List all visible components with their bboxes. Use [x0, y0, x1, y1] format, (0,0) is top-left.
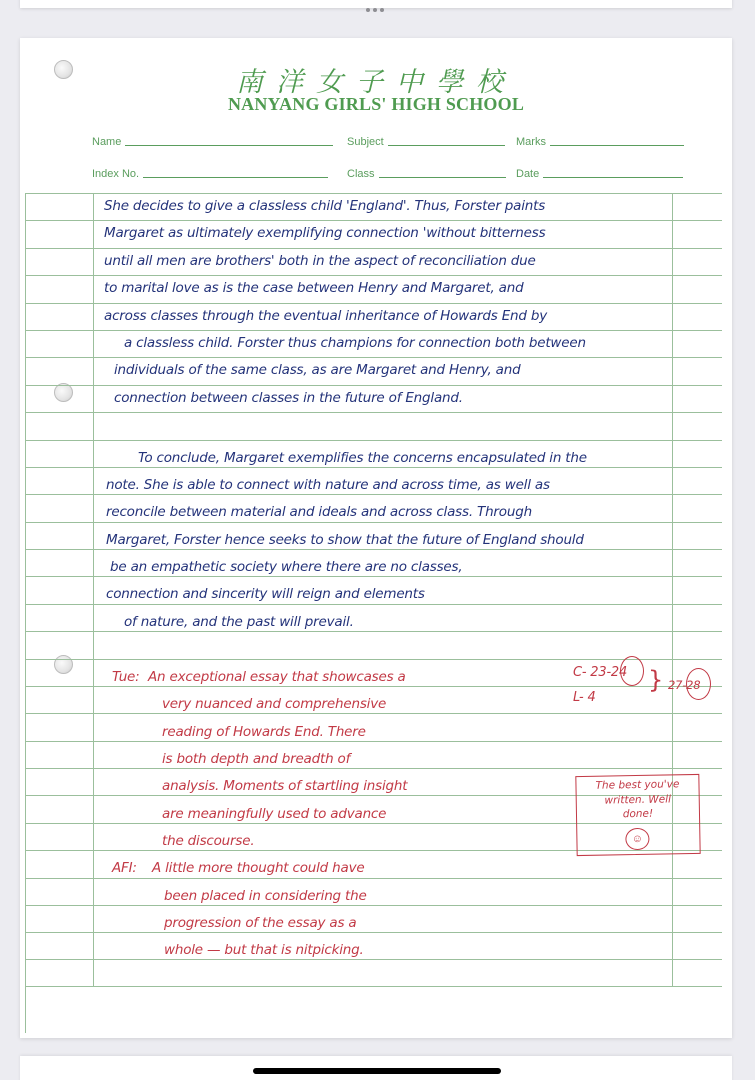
school-name-chinese: 南洋女子中學校 [236, 67, 516, 98]
praise-box [575, 774, 700, 856]
praise-line: The best you've [595, 778, 680, 792]
essay-line: connection and sincerity will reign and elements [106, 586, 425, 602]
essay-line: a classless child. Forster thus champions for connection both between [124, 335, 586, 351]
left-margin-line [93, 193, 94, 986]
date-underline [543, 177, 683, 178]
essay-line: be an empathetic society where there are no classes, [110, 559, 463, 575]
class-label: Class [347, 168, 375, 180]
praise-line: written. Well [604, 793, 672, 807]
praise-line: done! [622, 807, 654, 821]
comment-line: An exceptional essay that showcases a [148, 669, 406, 685]
essay-line: To conclude, Margaret exemplifies the concerns encapsulated in the [138, 450, 587, 466]
essay-line: She decides to give a classless child 'England'. Thus, Forster paints [104, 198, 546, 214]
essay-line: of nature, and the past will prevail. [124, 614, 354, 630]
home-indicator[interactable] [253, 1068, 501, 1074]
index-field [92, 168, 328, 180]
essay-line: across classes through the eventual inheritance of Howards End by [104, 308, 547, 324]
tue-label: Tue: [112, 669, 140, 685]
comment-line: are meaningfully used to advance [162, 806, 387, 822]
index-label: Index No. [92, 168, 140, 180]
comment-line: reading of Howards End. There [162, 724, 366, 740]
date-field [516, 168, 683, 180]
name-label: Name [92, 136, 122, 148]
binder-hole-icon [54, 655, 73, 674]
previous-page-edge [20, 0, 732, 8]
comment-line: progression of the essay as a [164, 915, 357, 931]
name-underline [125, 145, 333, 146]
comment-line: is both depth and breadth of [162, 751, 351, 767]
subject-underline [388, 145, 505, 146]
school-name-english: NANYANG GIRLS' HIGH SCHOOL [227, 94, 525, 114]
class-field [347, 168, 506, 180]
essay-line: Margaret as ultimately exemplifying connection 'without bitterness [104, 225, 546, 241]
essay-line: until all men are brothers' both in the aspect of reconciliation due [104, 253, 536, 269]
total-grade-circle [686, 668, 711, 700]
worksheet-page [20, 38, 732, 1038]
essay-line: connection between classes in the future of England. [114, 390, 463, 406]
marks-label: Marks [516, 136, 546, 148]
comment-line: analysis. Moments of startling insight [162, 778, 408, 794]
ellipsis-icon[interactable] [366, 8, 384, 12]
content-grade-circle [620, 656, 644, 686]
comment-line: A little more thought could have [152, 860, 365, 876]
afi-label: AFI: [112, 860, 137, 876]
class-underline [379, 177, 506, 178]
page-left-edge-line [25, 193, 26, 1033]
bracket-icon: } [648, 666, 664, 694]
comment-line: been placed in considering the [164, 888, 367, 904]
date-label: Date [516, 168, 540, 180]
essay-line: individuals of the same class, as are Margaret and Henry, and [114, 362, 521, 378]
index-underline [143, 177, 328, 178]
marks-field [516, 136, 684, 148]
subject-field [347, 136, 505, 148]
essay-line: reconcile between material and ideals and across class. Through [106, 504, 532, 520]
comment-line: the discourse. [162, 833, 255, 849]
content-grade: C- 23-24 [573, 665, 628, 680]
smiley-icon: ☺ [625, 828, 649, 850]
essay-line: note. She is able to connect with nature and across time, as well as [106, 477, 550, 493]
marks-underline [550, 145, 684, 146]
language-grade: L- 4 [573, 690, 596, 705]
total-grade: 27-28 [668, 678, 701, 692]
essay-line: Margaret, Forster hence seeks to show that the future of England should [106, 532, 584, 548]
subject-label: Subject [347, 136, 384, 148]
comment-line: whole — but that is nitpicking. [164, 942, 364, 958]
comment-line: very nuanced and comprehensive [162, 696, 387, 712]
right-margin-line [672, 193, 673, 986]
name-field [92, 136, 333, 148]
essay-line: to marital love as is the case between Henry and Margaret, and [104, 280, 524, 296]
